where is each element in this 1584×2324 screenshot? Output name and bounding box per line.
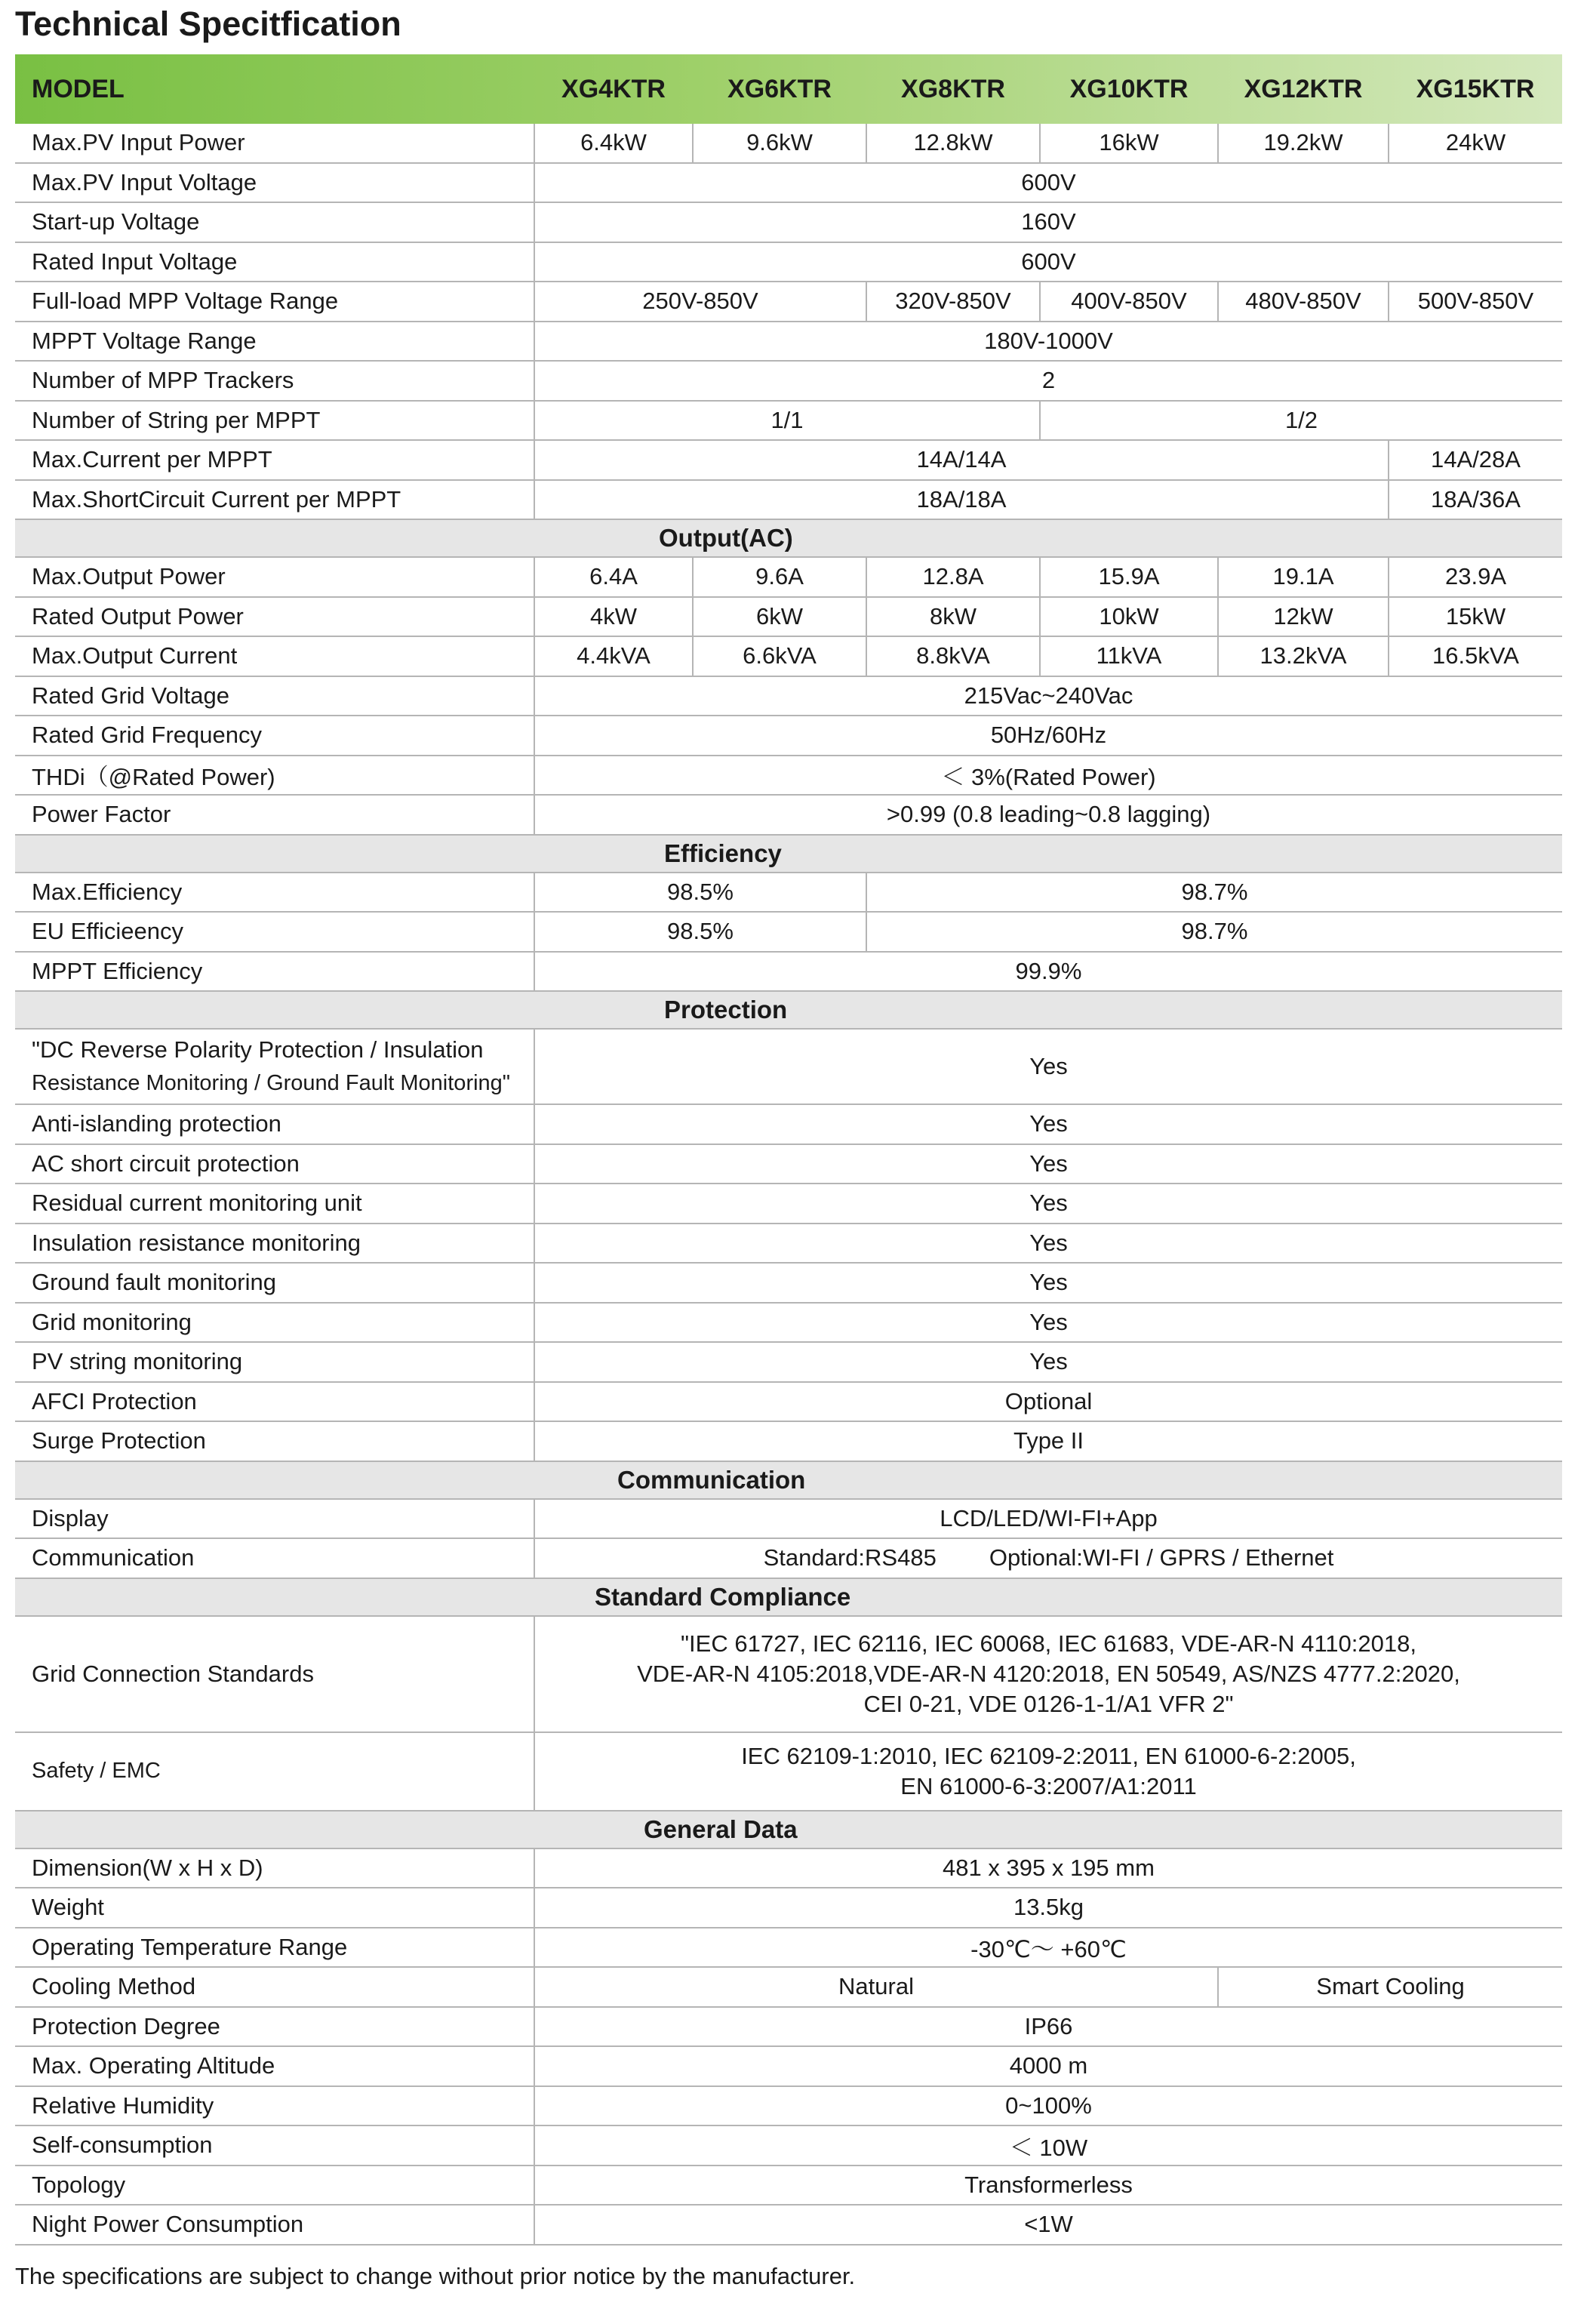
spec-value: 9.6kW xyxy=(693,124,866,163)
spec-label: Dimension(W x H x D) xyxy=(15,1848,534,1888)
standards-line: VDE-AR-N 4105:2018,VDE-AR-N 4120:2018, EN 50549, AS/NZS 4777.2:2020, xyxy=(637,1660,1460,1687)
spec-row xyxy=(15,952,1562,992)
spec-label: Max.Output Power xyxy=(15,557,534,597)
spec-row xyxy=(15,912,1562,952)
spec-value: ＜ 10W xyxy=(534,2125,1562,2165)
spec-label xyxy=(15,1029,534,1104)
spec-row xyxy=(15,1144,1562,1184)
section-title: Standard Compliance xyxy=(534,1578,1562,1616)
spec-value xyxy=(534,1538,1562,1578)
spec-label: Communication xyxy=(15,1538,534,1578)
spec-value: 98.7% xyxy=(866,873,1562,913)
spec-value: 12.8A xyxy=(866,557,1040,597)
spec-value: >0.99 (0.8 leading~0.8 lagging) xyxy=(534,795,1562,835)
spec-label: Ground fault monitoring xyxy=(15,1263,534,1303)
spec-value: 15.9A xyxy=(1040,557,1218,597)
spec-label: THDi（@Rated Power) xyxy=(15,756,534,796)
spec-value: 98.5% xyxy=(534,873,866,913)
spec-value: IP66 xyxy=(534,2007,1562,2047)
section-blank xyxy=(15,835,534,873)
spec-row xyxy=(15,1967,1562,2007)
spec-row xyxy=(15,1538,1562,1578)
spec-table xyxy=(15,54,1562,2246)
spec-label: Cooling Method xyxy=(15,1967,534,2007)
spec-row xyxy=(15,1029,1562,1104)
section-title: Output(AC) xyxy=(534,519,1562,557)
spec-row xyxy=(15,795,1562,835)
spec-row xyxy=(15,163,1562,203)
spec-value: 18A/36A xyxy=(1389,480,1562,520)
spec-row xyxy=(15,2165,1562,2205)
spec-value: Yes xyxy=(534,1104,1562,1144)
spec-row xyxy=(15,202,1562,242)
spec-row xyxy=(15,1342,1562,1382)
section-header-row xyxy=(15,1461,1562,1499)
comm-optional: Optional:WI-FI / GPRS / Ethernet xyxy=(989,1544,1334,1571)
spec-row xyxy=(15,1616,1562,1732)
spec-row xyxy=(15,636,1562,676)
spec-label: Display xyxy=(15,1499,534,1539)
spec-label: Max.Efficiency xyxy=(15,873,534,913)
spec-value: 2 xyxy=(534,361,1562,401)
spec-row xyxy=(15,1421,1562,1461)
spec-row xyxy=(15,242,1562,282)
section-header-row xyxy=(15,519,1562,557)
spec-value: Yes xyxy=(534,1144,1562,1184)
spec-value: Natural xyxy=(534,1967,1218,2007)
spec-label: Weight xyxy=(15,1888,534,1928)
spec-value: -30℃～ +60℃ xyxy=(534,1928,1562,1968)
spec-label: Insulation resistance monitoring xyxy=(15,1224,534,1264)
spec-row xyxy=(15,557,1562,597)
spec-value: Yes xyxy=(534,1303,1562,1343)
spec-value: 19.2kW xyxy=(1218,124,1389,163)
spec-value: 14A/28A xyxy=(1389,440,1562,480)
spec-row xyxy=(15,440,1562,480)
spec-row xyxy=(15,1263,1562,1303)
footer-note: The specifications are subject to change without prior notice by the manufacturer. xyxy=(15,2263,856,2289)
spec-value: 1/1 xyxy=(534,401,1040,441)
section-blank xyxy=(15,1578,534,1616)
spec-value: 10kW xyxy=(1040,597,1218,637)
spec-value xyxy=(534,1732,1562,1811)
spec-value: 14A/14A xyxy=(534,440,1389,480)
model-name: XG8KTR xyxy=(901,74,1005,103)
spec-row xyxy=(15,1848,1562,1888)
spec-label: Night Power Consumption xyxy=(15,2205,534,2245)
spec-value: 180V-1000V xyxy=(534,322,1562,362)
spec-label: Max.PV Input Voltage xyxy=(15,163,534,203)
spec-label: Power Factor xyxy=(15,795,534,835)
section-header-row xyxy=(15,1811,1562,1848)
spec-value: Yes xyxy=(534,1184,1562,1224)
spec-label: Operating Temperature Range xyxy=(15,1928,534,1968)
model-name: XG10KTR xyxy=(1069,74,1189,103)
spec-label: Surge Protection xyxy=(15,1421,534,1461)
model-name: XG4KTR xyxy=(561,74,666,103)
spec-label: EU Efficieency xyxy=(15,912,534,952)
spec-value: 500V-850V xyxy=(1389,282,1562,322)
section-blank xyxy=(15,1811,534,1848)
spec-label: PV string monitoring xyxy=(15,1342,534,1382)
spec-label: Rated Output Power xyxy=(15,597,534,637)
spec-value: 4000 m xyxy=(534,2046,1562,2086)
spec-value: 600V xyxy=(534,163,1562,203)
spec-value: ＜ 3%(Rated Power) xyxy=(534,756,1562,796)
standards-line: IEC 62109-1:2010, IEC 62109-2:2011, EN 61000-6-2:2005, xyxy=(741,1742,1356,1769)
spec-value: 6.4kW xyxy=(534,124,693,163)
spec-value: 400V-850V xyxy=(1040,282,1218,322)
page-title: Technical Specitfication xyxy=(15,5,401,43)
spec-label: AFCI Protection xyxy=(15,1382,534,1422)
spec-row xyxy=(15,597,1562,637)
comm-standard: Standard:RS485 xyxy=(763,1544,937,1571)
spec-value: 19.1A xyxy=(1218,557,1389,597)
section-blank xyxy=(15,1461,534,1499)
spec-value: 11kVA xyxy=(1040,636,1218,676)
spec-label: Self-consumption xyxy=(15,2125,534,2165)
section-header-row xyxy=(15,991,1562,1029)
spec-value: 480V-850V xyxy=(1218,282,1389,322)
spec-row xyxy=(15,480,1562,520)
model-label: MODEL xyxy=(32,74,125,103)
spec-row xyxy=(15,2205,1562,2245)
spec-label: Start-up Voltage xyxy=(15,202,534,242)
spec-row xyxy=(15,361,1562,401)
spec-label: Max.ShortCircuit Current per MPPT xyxy=(15,480,534,520)
spec-label: Anti-islanding protection xyxy=(15,1104,534,1144)
section-title: Communication xyxy=(534,1461,1562,1499)
spec-label: Number of MPP Trackers xyxy=(15,361,534,401)
model-header-row xyxy=(15,54,1562,124)
section-header-row xyxy=(15,835,1562,873)
spec-value: 23.9A xyxy=(1389,557,1562,597)
spec-value: 320V-850V xyxy=(866,282,1040,322)
spec-row xyxy=(15,401,1562,441)
section-title: General Data xyxy=(534,1811,1562,1848)
spec-label: Full-load MPP Voltage Range xyxy=(15,282,534,322)
spec-value: <1W xyxy=(534,2205,1562,2245)
spec-value: 4.4kVA xyxy=(534,636,693,676)
spec-value: 600V xyxy=(534,242,1562,282)
spec-row xyxy=(15,1224,1562,1264)
spec-row xyxy=(15,676,1562,716)
spec-label: Rated Grid Voltage xyxy=(15,676,534,716)
spec-label-line: "DC Reverse Polarity Protection / Insulation xyxy=(32,1036,484,1063)
spec-value: 16.5kVA xyxy=(1389,636,1562,676)
spec-label: Rated Grid Frequency xyxy=(15,716,534,756)
spec-label: Topology xyxy=(15,2165,534,2205)
spec-value: 13.5kg xyxy=(534,1888,1562,1928)
spec-value: Smart Cooling xyxy=(1218,1967,1562,2007)
spec-label: Max.Current per MPPT xyxy=(15,440,534,480)
spec-label: MPPT Efficiency xyxy=(15,952,534,992)
spec-row xyxy=(15,124,1562,163)
spec-value: 12.8kW xyxy=(866,124,1040,163)
spec-value: 4kW xyxy=(534,597,693,637)
spec-row xyxy=(15,2007,1562,2047)
spec-value: LCD/LED/WI-FI+App xyxy=(534,1499,1562,1539)
spec-value: 6kW xyxy=(693,597,866,637)
spec-label: Max. Operating Altitude xyxy=(15,2046,534,2086)
section-header-row xyxy=(15,1578,1562,1616)
spec-value: 8kW xyxy=(866,597,1040,637)
spec-row xyxy=(15,2046,1562,2086)
spec-value: 98.7% xyxy=(866,912,1562,952)
spec-value: Transformerless xyxy=(534,2165,1562,2205)
spec-label: Rated Input Voltage xyxy=(15,242,534,282)
spec-row xyxy=(15,1382,1562,1422)
spec-value: 24kW xyxy=(1389,124,1562,163)
standards-line: "IEC 61727, IEC 62116, IEC 60068, IEC 61683, VDE-AR-N 4110:2018, xyxy=(681,1630,1416,1657)
spec-row xyxy=(15,322,1562,362)
spec-value: 215Vac~240Vac xyxy=(534,676,1562,716)
spec-label: Max.Output Current xyxy=(15,636,534,676)
section-blank xyxy=(15,519,534,557)
spec-label-line: Resistance Monitoring / Ground Fault Monitoring" xyxy=(32,1071,511,1095)
spec-value: 250V-850V xyxy=(534,282,866,322)
spec-label: Protection Degree xyxy=(15,2007,534,2047)
spec-value: Yes xyxy=(534,1224,1562,1264)
spec-value: Yes xyxy=(534,1263,1562,1303)
spec-label: Safety / EMC xyxy=(15,1732,534,1811)
spec-value: 12kW xyxy=(1218,597,1389,637)
spec-value: 6.6kVA xyxy=(693,636,866,676)
spec-value: 9.6A xyxy=(693,557,866,597)
spec-value: 481 x 395 x 195 mm xyxy=(534,1848,1562,1888)
spec-row xyxy=(15,2086,1562,2126)
spec-value: 50Hz/60Hz xyxy=(534,716,1562,756)
spec-row xyxy=(15,1888,1562,1928)
spec-value: 16kW xyxy=(1040,124,1218,163)
spec-label: Grid monitoring xyxy=(15,1303,534,1343)
spec-value: 15kW xyxy=(1389,597,1562,637)
spec-value: Yes xyxy=(534,1029,1562,1104)
spec-value: Yes xyxy=(534,1342,1562,1382)
spec-value xyxy=(534,1616,1562,1732)
standards-line: EN 61000-6-3:2007/A1:2011 xyxy=(900,1772,1197,1799)
section-title: Protection xyxy=(534,991,1562,1029)
spec-row xyxy=(15,1303,1562,1343)
spec-row xyxy=(15,873,1562,913)
spec-value: 13.2kVA xyxy=(1218,636,1389,676)
spec-row xyxy=(15,1928,1562,1968)
spec-value: 99.9% xyxy=(534,952,1562,992)
spec-value: 160V xyxy=(534,202,1562,242)
model-name: XG6KTR xyxy=(727,74,832,103)
spec-row xyxy=(15,1184,1562,1224)
spec-label: Number of String per MPPT xyxy=(15,401,534,441)
spec-label: Relative Humidity xyxy=(15,2086,534,2126)
spec-label: Residual current monitoring unit xyxy=(15,1184,534,1224)
spec-value: 6.4A xyxy=(534,557,693,597)
spec-value: 1/2 xyxy=(1040,401,1562,441)
spec-value: 8.8kVA xyxy=(866,636,1040,676)
spec-value: 98.5% xyxy=(534,912,866,952)
spec-value: Type II xyxy=(534,1421,1562,1461)
spec-value: 0~100% xyxy=(534,2086,1562,2126)
standards-line: CEI 0-21, VDE 0126-1-1/A1 VFR 2" xyxy=(863,1690,1234,1717)
spec-label: AC short circuit protection xyxy=(15,1144,534,1184)
spec-row xyxy=(15,1104,1562,1144)
spec-label: MPPT Voltage Range xyxy=(15,322,534,362)
spec-label: Max.PV Input Power xyxy=(15,124,534,163)
section-title: Efficiency xyxy=(534,835,1562,873)
spec-row xyxy=(15,716,1562,756)
section-blank xyxy=(15,991,534,1029)
spec-label: Grid Connection Standards xyxy=(15,1616,534,1732)
spec-row xyxy=(15,2125,1562,2165)
spec-value: Optional xyxy=(534,1382,1562,1422)
spec-value: 18A/18A xyxy=(534,480,1389,520)
spec-row xyxy=(15,756,1562,796)
spec-row xyxy=(15,1732,1562,1811)
spec-row xyxy=(15,282,1562,322)
model-name: XG12KTR xyxy=(1244,74,1363,103)
spec-row xyxy=(15,1499,1562,1539)
model-name: XG15KTR xyxy=(1416,74,1535,103)
